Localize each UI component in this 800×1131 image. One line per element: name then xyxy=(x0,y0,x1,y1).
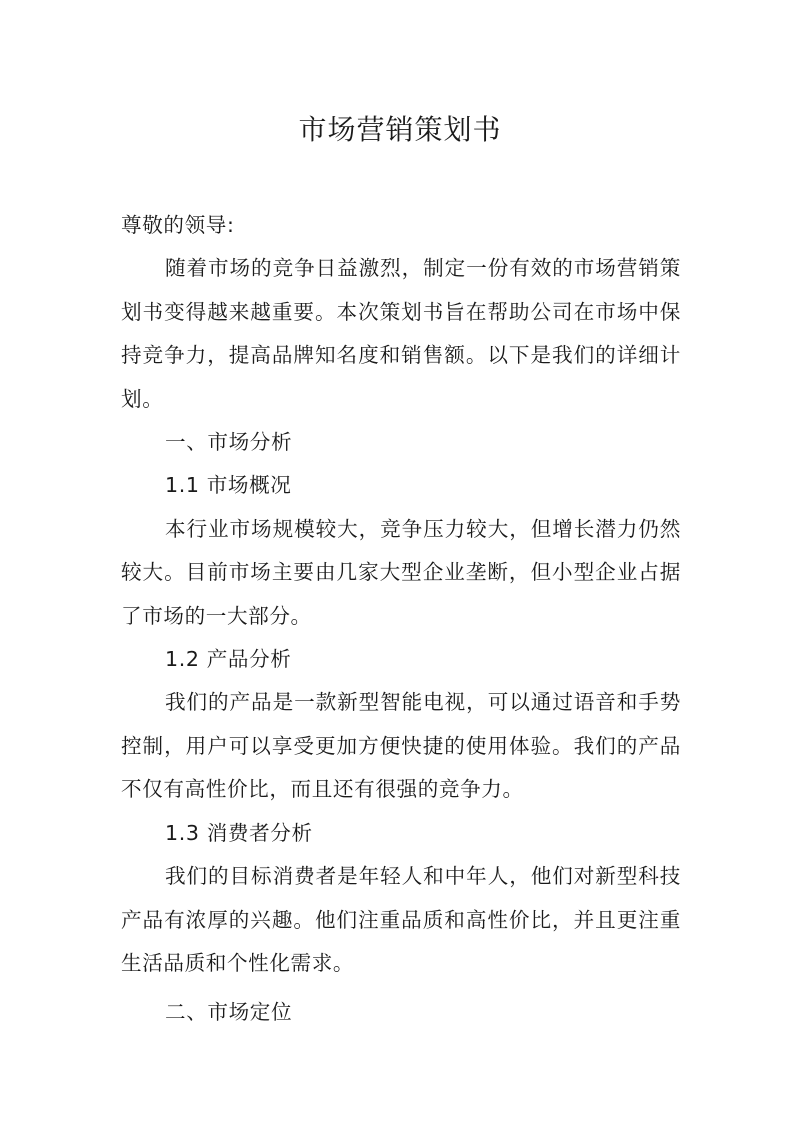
product-analysis-paragraph: 我们的产品是一款新型智能电视，可以通过语音和手势控制，用户可以享受更加方便快捷的使用体验。我们的产品不仅有高性价比，而且还有很强的竞争力。 xyxy=(121,690,681,802)
salutation: 尊敬的领导: xyxy=(121,213,235,237)
subsection-heading-consumer-analysis: 1.3 消费者分析 xyxy=(165,820,313,845)
section-heading-market-analysis: 一、市场分析 xyxy=(165,430,293,455)
section-heading-market-positioning: 二、市场定位 xyxy=(165,1000,293,1025)
consumer-analysis-paragraph: 我们的目标消费者是年轻人和中年人，他们对新型科技产品有浓厚的兴趣。他们注重品质和高性价比，并且更注重生活品质和个性化需求。 xyxy=(121,864,681,975)
subsection-heading-market-overview: 1.1 市场概况 xyxy=(165,473,292,498)
intro-paragraph: 随着市场的竞争日益激烈，制定一份有效的市场营销策划书变得越来越重要。本次策划书旨在帮助公司在市场中保持竞争力，提高品牌知名度和销售额。以下是我们的详细计划。 xyxy=(121,256,681,411)
document-title: 市场营销策划书 xyxy=(298,113,502,146)
document-body xyxy=(121,204,681,1035)
market-overview-paragraph: 本行业市场规模较大，竞争压力较大，但增长潜力仍然较大。目前市场主要由几家大型企业垄断，但小型企业占据了市场的一大部分。 xyxy=(121,516,681,628)
subsection-heading-product-analysis: 1.2 产品分析 xyxy=(165,647,292,672)
